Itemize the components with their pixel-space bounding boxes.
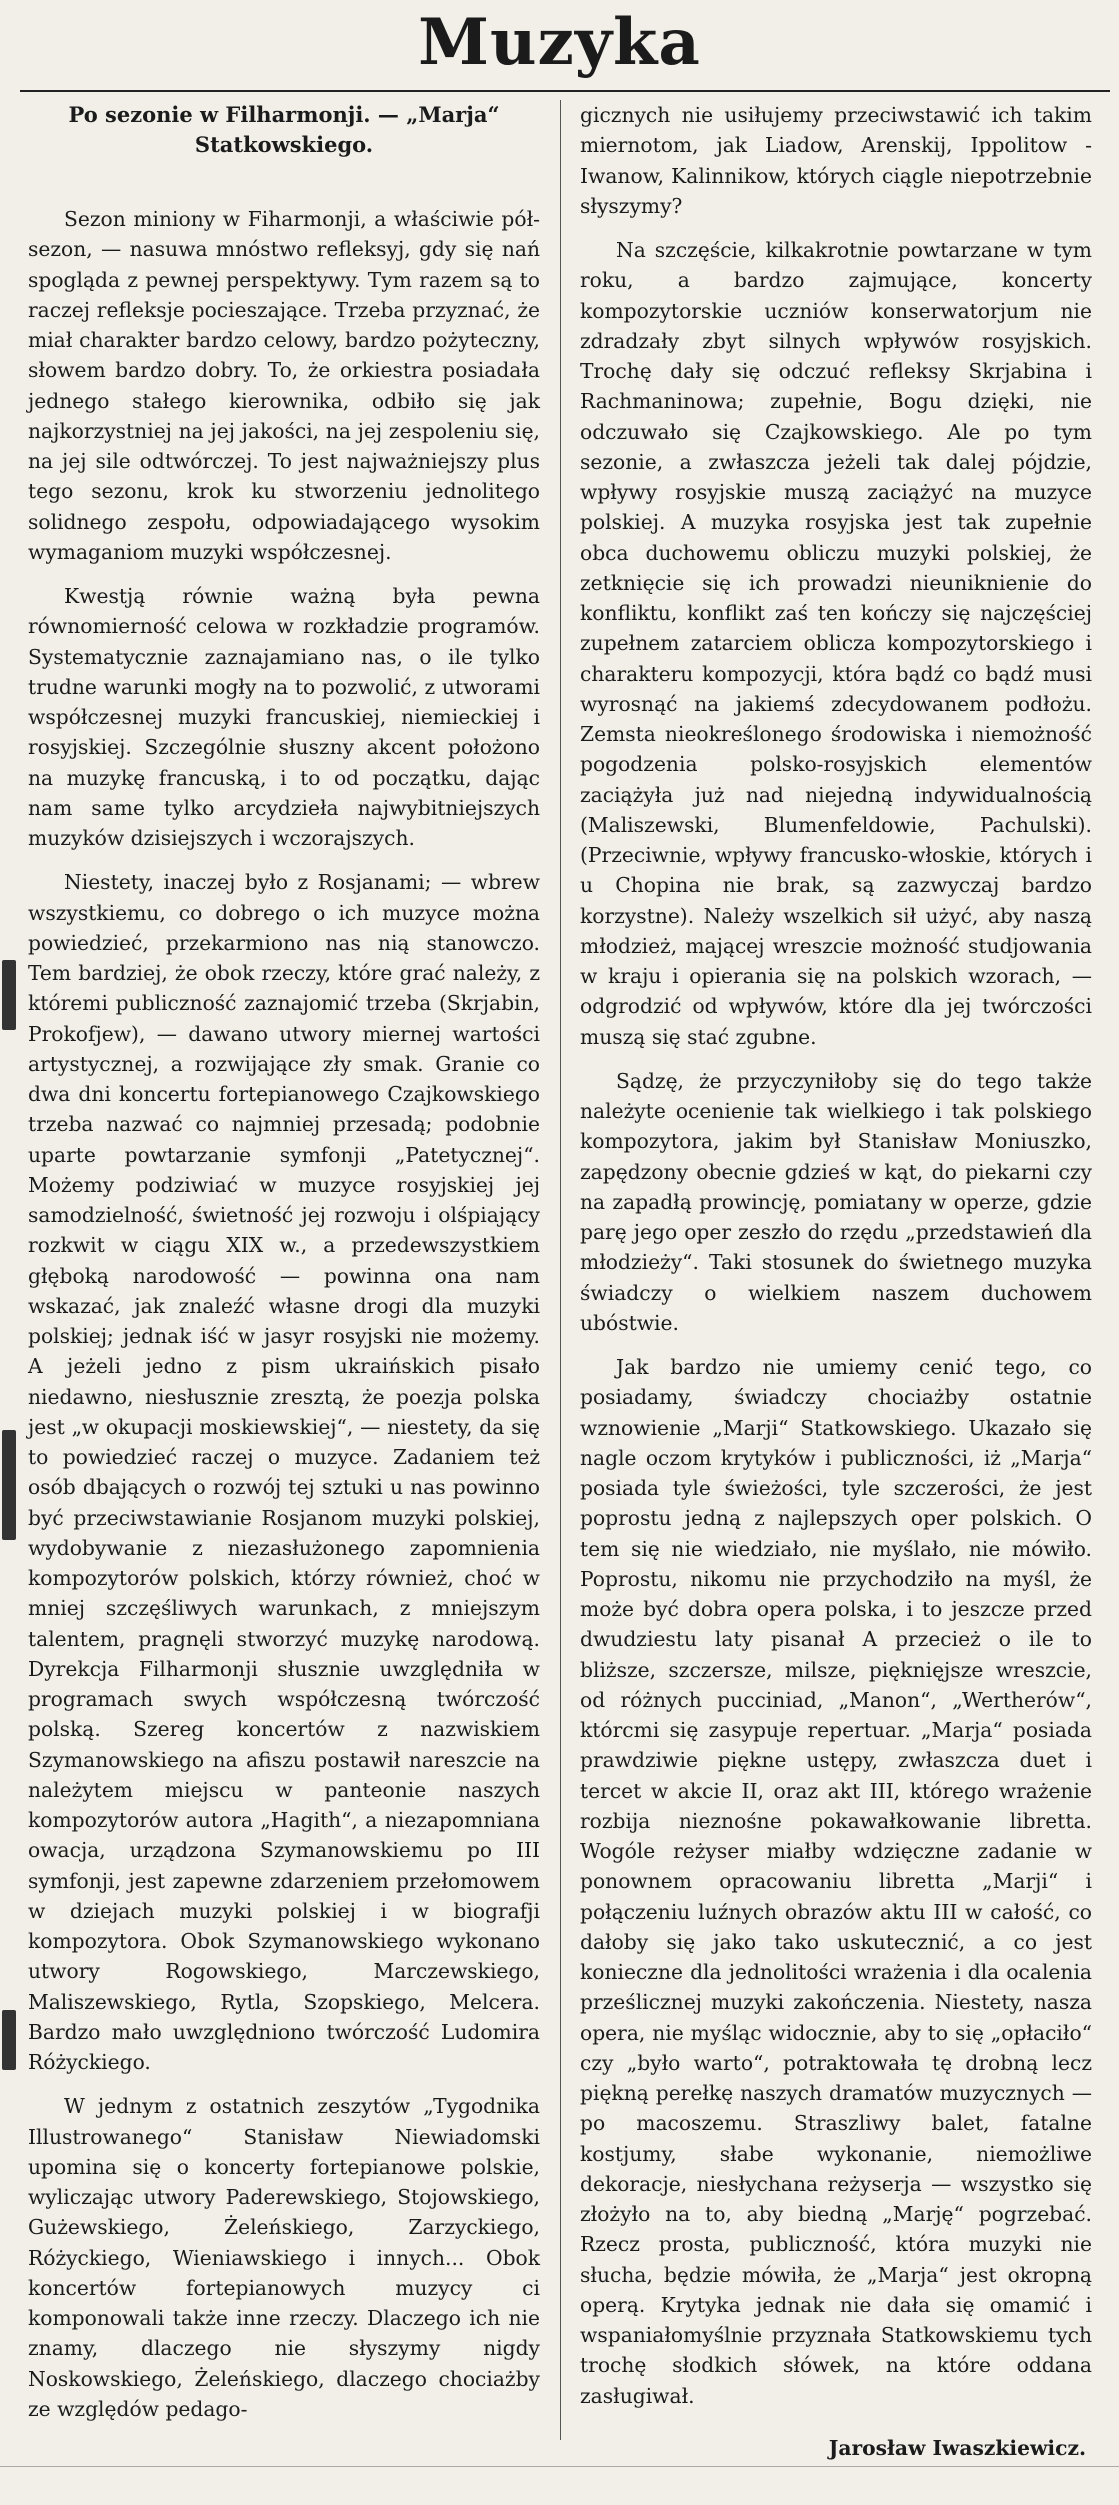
margin-mark — [2, 2010, 16, 2070]
right-column — [580, 100, 1092, 2463]
paragraph: Na szczęście, kilkakrotnie powtarzane w tym roku, a bardzo zajmujące, koncerty kompozytorskie uczniów konserwatorjum nie zdradzały zbyt silnych wpływów rosyjskich. Trochę dały się odczuć refleksy Skrjabina i Rachmaninowa; zupełnie, Bogu dzięki, nie odczuwało się Czajkowskiego. Ale po tym sezonie, a zwłaszcza jeżeli tak dalej pójdzie, wpływy rosyjskie muszą zaciążyć na muzyce polskiej. A muzyka rosyjska jest tak zupełnie obca duchowemu obliczu muzyki polskiej, że zetknięcie się ich prowadzi nieuniknienie do konfliktu, konflikt zaś ten kończy się najczęściej zupełnem zatarciem oblicza kompozytorskiego i charakteru kompozycji, która bądź co bądź musi wyrosnąć na jakiemś zdecydowanem podłożu. Zemsta nieokreślonego środowiska i niemożność pogodzenia polsko-rosyjskich elementów zaciążyła już nad niejedną indywidualnością (Maliszewski, Blumenfeldowie, Pachulski). (Przeciwnie, wpływy francusko-włoskie, których i u Chopina nie brak, są zazwyczaj bardzo korzystne). Należy wszelkich sił użyć, aby naszą młodzież, mającej wreszcie możność studjowania w kraju i opierania się na polskich wzorach, — odgrodzić od wpływów, które dla jej twórczości muszą się stać zgubne. — [580, 238, 1092, 1049]
paragraph: Jak bardzo nie umiemy cenić tego, co posiadamy, świadczy chociażby ostatnie wznowienie „Marji“ Statkowskiego. Ukazało się nagle oczom krytyków i publiczności, iż „Marja“ posiada tyle świeżości, tyle szczerości, że jest poprostu jedną z najlepszych oper polskich. O tem się nie wiedziało, nie myślało, nie mówiło. Poprostu, nikomu nie przychodziło na myśl, że może być dobra opera polska, i to jeszcze przed dwudziestu laty pisanał A przecież o ile to bliższe, szczersze, milsze, pięknięjsze wreszcie, od różnych pucciniad, „Manon“, „Wertherów“, którcmi się zasypuje repertuar. „Marja“ posiada prawdziwie piękne ustępy, zwłaszcza duet i tercet w akcie II, oraz akt III, którego wrażenie rozbija nieznośne pokawałkowanie libretta. Wogóle reżyser miałby wdzięczne zadanie w ponownem opracowaniu libretta „Marji“ i połączeniu luźnych obrazów aktu III w całość, co dałoby się jako tako uskutecznić, a co jest konieczne dla jednolitości wrażenia i dla ocalenia prześlicznej muzyki zakończenia. Niestety, nasza opera, nie myśląc widocznie, aby to się „opłaciło“ czy „było warto“, potraktowała tę drobną lecz piękną perełkę naszych dramatów muzycznych — po macoszemu. Straszliwy balet, fatalne kostjumy, słabe wykonanie, niemożliwe dekoracje, niesłychana reżyserja — wszystko się złożyło na to, aby biedną „Marję“ pogrzebać. Rzecz prosta, publiczność, która muzyki nie słucha, będzie mówiła, że „Marja“ jest okropną operą. Krytyka jednak nie dała się omamić i wspaniałomyślnie przyznała Statkowskiemu tych trochę słodkich słówek, na które oddana zasługiwał. — [580, 1355, 1092, 2408]
article-heading: Po sezonie w Filharmonji. — „Marja“ Statkowskiego. — [68, 102, 500, 157]
paragraph: W jednym z ostatnich zeszytów „Tygodnika Illustrowanego“ Stanisław Niewiadomski upomina się o koncerty fortepianowe polskie, wyliczając utwory Paderewskiego, Stojowskiego, Gużewskiego, Żeleńskiego, Zarzyckiego, Różyckiego, Wieniawskiego i innych... Obok koncertów fortepianowych muzycy ci komponowali także inne rzeczy. Dlaczego ich nie znamy, dlaczego nie słyszymy nigdy Noskowskiego, Żeleńskiego, dlaczego chociażby ze względów pedago- — [28, 2094, 540, 2421]
author-signature: Jarosław Iwaszkiewicz. — [828, 2435, 1086, 2460]
margin-mark — [2, 960, 16, 1030]
title-rule — [20, 90, 1110, 92]
paragraph: Sezon miniony w Fiharmonji, a właściwie pół-sezon, — nasuwa mnóstwo refleksyj, gdy się nań spogląda z pewnej perspektywy. Tym razem są to raczej refleksje pocieszające. Trzeba przyznać, że miał charakter bardzo celowy, bardzo pożyteczny, słowem bardzo dobry. To, że orkiestra posiadała jednego stałego kierownika, odbiło się jak najkorzystniej na jej jakości, na jej zespoleniu się, na jej sile odtwórczej. To jest najważniejszy plus tego sezonu, krok ku stworzeniu jednolitego solidnego zespołu, odpowiadającego wysokim wymaganiom muzyki współczesnej. — [28, 207, 540, 564]
paragraph-continuation: gicznych nie usiłujemy przeciwstawić ich takim miernotom, jak Liadow, Arenskij, Ippolitow - Iwanow, Kalinnikow, których ciągle niepotrzebnie słyszymy? — [580, 103, 1092, 218]
page-title: Muzyka — [418, 5, 701, 80]
left-column — [28, 100, 540, 2424]
paragraph: Niestety, inaczej było z Rosjanami; — wbrew wszystkiemu, co dobrego o ich muzyce można powiedzieć, przekarmiono nas nią stanowczo. Tem bardziej, że obok rzeczy, które grać należy, z któremi publiczność zaznajomić trzeba (Skrjabin, Prokofjew), — dawano utwory miernej wartości artystycznej, a rozwijające zły smak. Granie co dwa dni koncertu fortepianowego Czajkowskiego trzeba nazwać co najmniej przesadą; podobnie uparte powtarzanie symfonji „Patetycznej“. Możemy podziwiać w muzyce rosyjskiej jej samodzielność, świetność jej rozwoju i olśpiający rozkwit w ciągu XIX w., a przedewszystkiem głęboką narodowość — powinna ona nam wskazać, jak znaleźć własne drogi dla muzyki polskiej; jednak iść w jasyr rosyjski nie możemy. A jeżeli jedno z pism ukraińskich pisało niedawno, niesłusznie zresztą, że poezja polska jest „w okupacji moskiewskiej“, — niestety, da się to powiedzieć raczej o muzyce. Zadaniem też osób dbających o rozwój tej sztuki u nas powinno być przeciwstawianie Rosjanom muzyki polskiej, wydobywanie z niezasłużonego zapomnienia kompozytorów polskich, którzy również, choć w mniej szczęśliwych warunkach, z mniejszym talentem, pragnęli stworzyć muzykę narodową. Dyrekcja Filharmonji słusznie uwzględniła w programach swych współczesną twórczość polską. Szereg koncertów z nazwiskiem Szymanowskiego na afiszu postawił nareszcie na należytem miejscu w panteonie naszych kompozytorów autora „Hagith“, a niezapomniana owacja, urządzona Szymanowskiemu po III symfonji, jest zapewne zdarzeniem przełomowem w dziejach muzyki polskiej i w biografji kompozytora. Obok Szymanowskiego wykonano utwory Rogowskiego, Marczewskiego, Maliszewskiego, Rytla, Szopskiego, Melcera. Bardzo mało uwzględniono twórczość Ludomira Różyckiego. — [28, 870, 540, 2074]
column-divider — [560, 100, 561, 2440]
paragraph: Sądzę, że przyczyniłoby się do tego także należyte ocenienie tak wielkiego i tak polskiego kompozytora, jakim był Stanisław Moniuszko, zapędzony obecnie gdzieś w kąt, do piekarni czy na zapadłą prowincję, pomiatany w operze, gdzie parę jego oper zeszło do rzędu „przedstawień dla młodzieży“. Taki stosunek do świetnego muzyka świadczy o wielkiem naszem duchowem ubóstwie. — [580, 1068, 1092, 1335]
page-bottom-edge — [0, 2466, 1119, 2505]
margin-mark — [2, 1430, 16, 1540]
paragraph: Kwestją równie ważną była pewna równomierność celowa w rozkładzie programów. Systematycznie zaznajamiano nas, o ile tylko trudne warunki mogły na to pozwolić, z utworami współczesnej muzyki francuskiej, niemieckiej i rosyjskiej. Szczególnie słuszny akcent położono na muzykę francuską, i to od początku, dając nam same tylko arcydzieła najwybitniejszych muzyków dzisiejszych i wczorajszych. — [28, 584, 540, 850]
